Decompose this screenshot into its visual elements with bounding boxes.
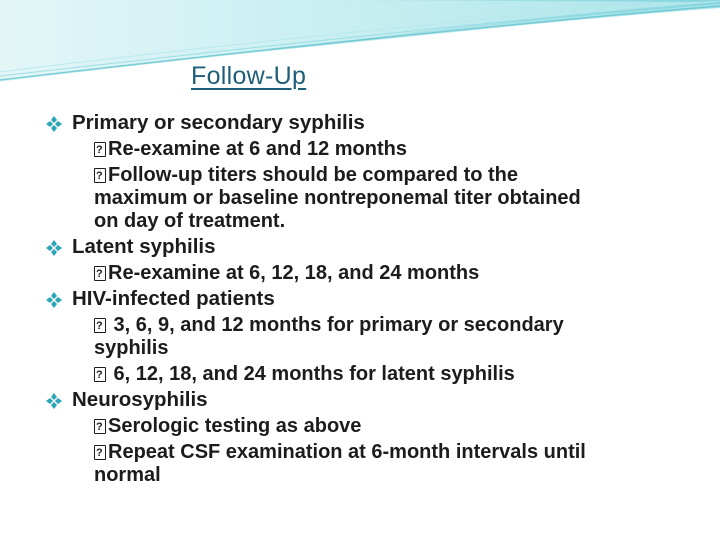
sub-item xyxy=(94,138,696,161)
bullet-item xyxy=(46,234,696,259)
sub-item-text: Re-examine at 6 and 12 months xyxy=(108,138,407,160)
diamond-cluster-icon xyxy=(46,240,62,256)
diamond-cluster-icon xyxy=(46,393,62,409)
diamond-cluster-icon xyxy=(46,292,62,308)
missing-glyph-box-icon xyxy=(94,367,106,382)
sub-item-text: Serologic testing as above xyxy=(108,415,362,437)
missing-glyph-box-icon xyxy=(94,142,106,157)
missing-glyph-box-icon xyxy=(94,266,106,281)
header-wave-banner xyxy=(0,0,720,90)
sub-item xyxy=(94,262,696,285)
missing-glyph-box-icon xyxy=(94,168,106,183)
missing-glyph-box-icon xyxy=(94,318,106,333)
missing-glyph-box-icon xyxy=(94,445,106,460)
sub-item-text: 6, 12, 18, and 24 months for latent syphilis xyxy=(108,363,515,385)
sub-item xyxy=(94,441,696,487)
sub-item xyxy=(94,363,696,386)
slide-title: Follow-Up xyxy=(191,62,307,90)
sub-item-text: Re-examine at 6, 12, 18, and 24 months xyxy=(108,262,480,284)
diamond-cluster-icon xyxy=(46,116,62,132)
sub-item xyxy=(94,164,696,233)
bullet-label: Neurosyphilis xyxy=(72,388,208,411)
sub-item-continuation: maximum or baseline nontreponemal titer obtained xyxy=(94,187,581,209)
bullet-item xyxy=(46,286,696,311)
sub-item xyxy=(94,415,696,438)
sub-item-text: 3, 6, 9, and 12 months for primary or secondary xyxy=(108,314,564,336)
bullet-label: HIV-infected patients xyxy=(72,287,275,310)
sub-item xyxy=(94,314,696,360)
bullet-label: Latent syphilis xyxy=(72,235,216,258)
bullet-list xyxy=(46,109,696,487)
sub-item-text: Repeat CSF examination at 6-month intervals until xyxy=(108,441,586,463)
bullet-item xyxy=(46,110,696,135)
bullet-item xyxy=(46,387,696,412)
sub-item-continuation: normal xyxy=(94,464,161,486)
bullet-label: Primary or secondary syphilis xyxy=(72,111,365,134)
missing-glyph-box-icon xyxy=(94,419,106,434)
sub-item-continuation: on day of treatment. xyxy=(94,210,286,232)
sub-item-text: Follow-up titers should be compared to the xyxy=(108,164,519,186)
sub-item-continuation: syphilis xyxy=(94,337,169,359)
